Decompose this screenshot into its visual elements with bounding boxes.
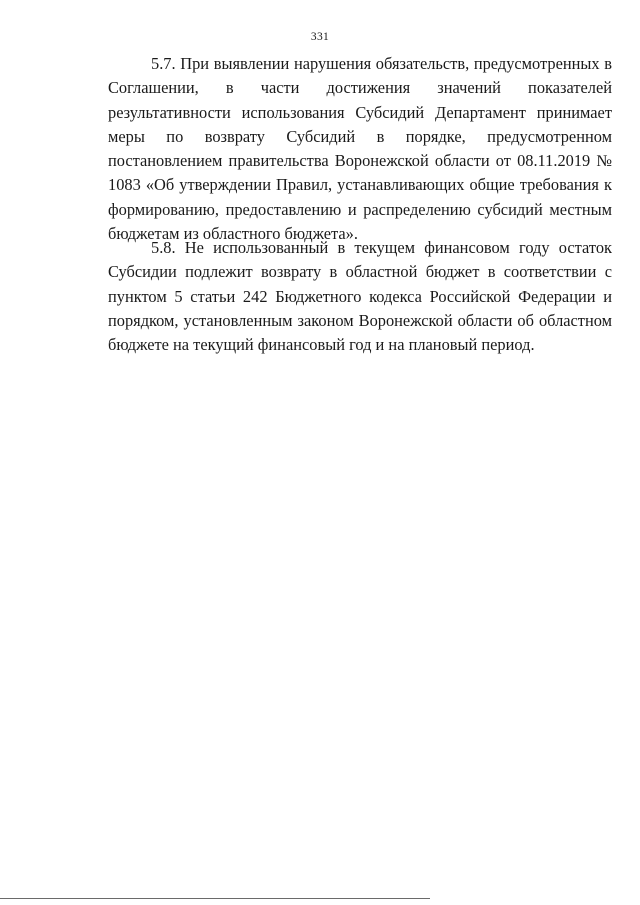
page-number: 331 bbox=[310, 31, 330, 43]
paragraph-5-7: 5.7. При выявлении нарушения обязательств, предусмотренных в Соглашении, в части достижения значений показателей результативности использования Субсидий Департамент принимает меры по возврату Субсидий в порядке, предусмотренном постановлением правительства Воронежской области от 08.11.2019 № 1083 «Об утверждении Правил, устанавливающих общие требования к формированию, предоставлению и распределению субсидий местным бюджетам из областного бюджета». bbox=[108, 54, 612, 244]
bottom-rule bbox=[0, 898, 430, 899]
paragraph-5-8: 5.8. Не использованный в текущем финансовом году остаток Субсидии подлежит возврату в областной бюджет в соответствии с пунктом 5 статьи 242 Бюджетного кодекса Российской Федерации и порядком, установленным законом Воронежской области об областном бюджете на текущий финансовый год и на плановый период. bbox=[108, 238, 612, 355]
